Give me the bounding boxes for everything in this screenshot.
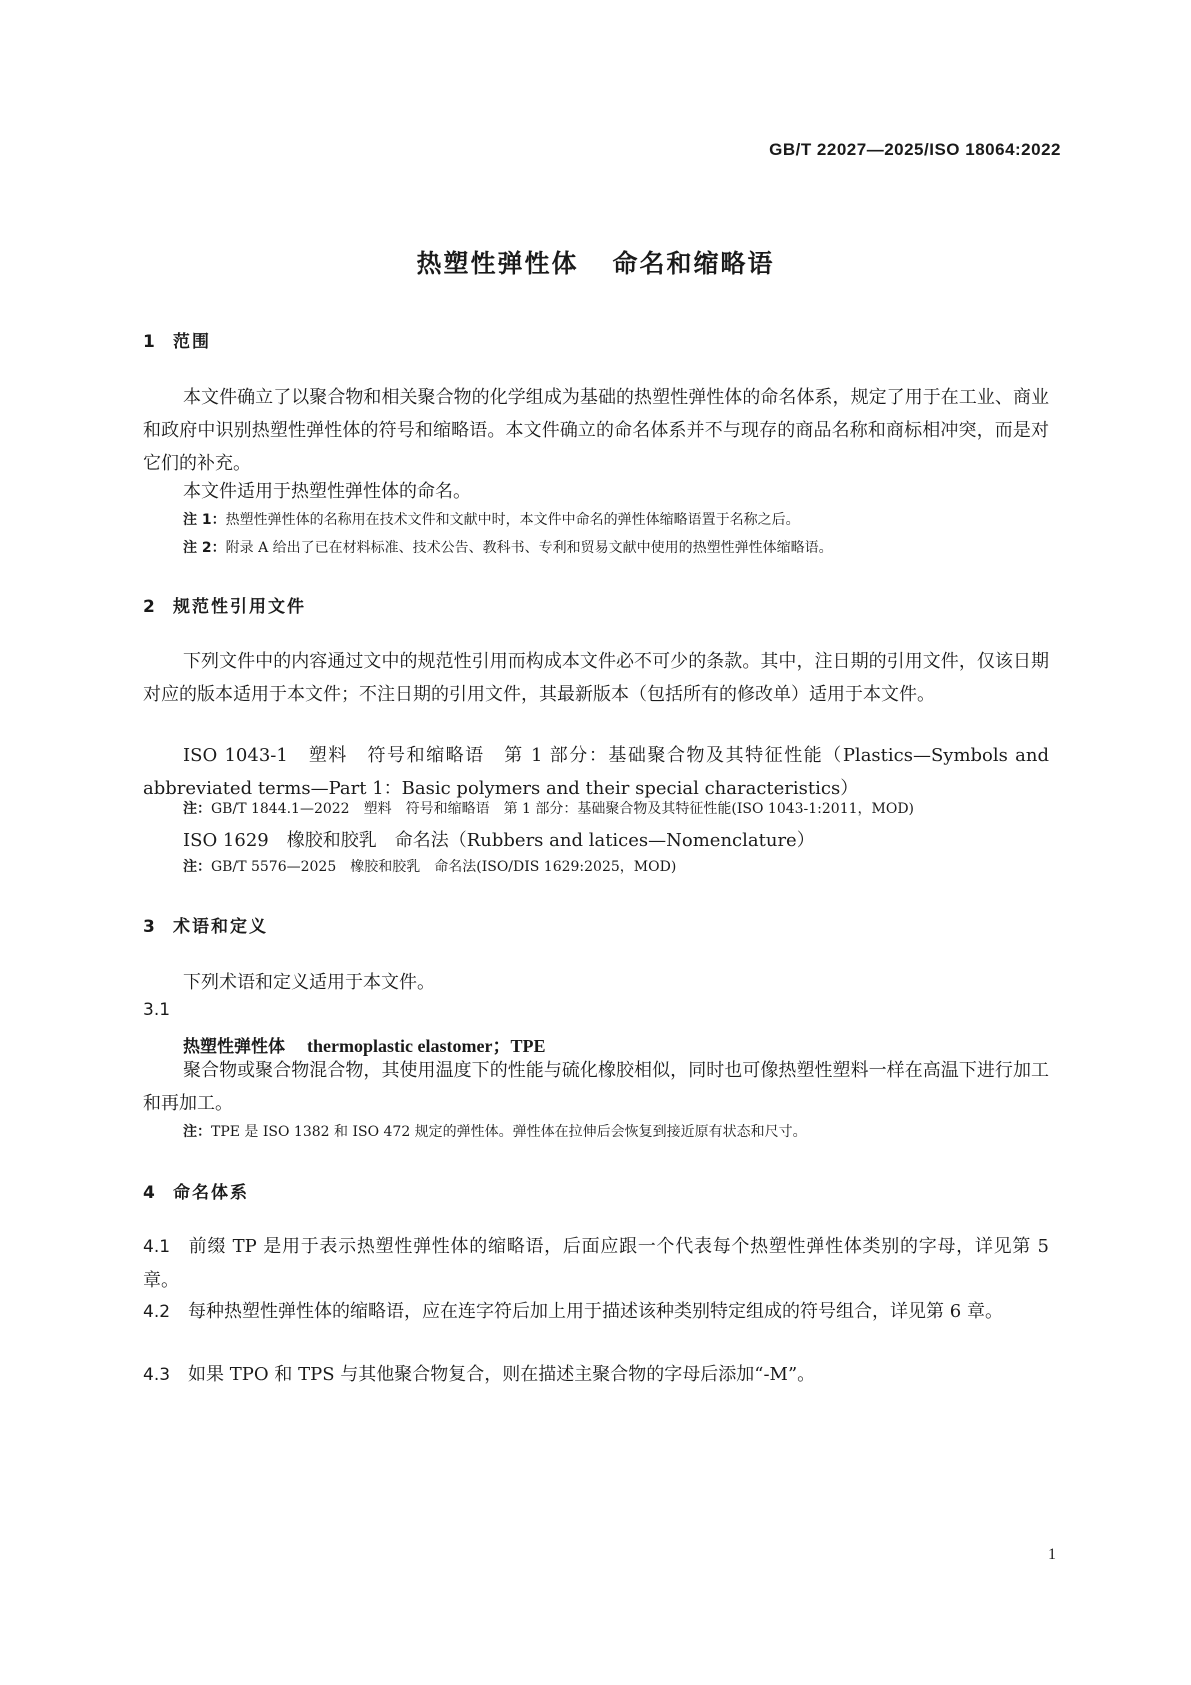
section-title: 命名体系 bbox=[173, 1183, 249, 1203]
reference-iso-1043-1: ISO 1043-1 塑料 符号和缩略语 第 1 部分：基础聚合物及其特征性能（Plastics—Symbols and abbreviated terms—Part 1：Basic polymers and their special characteristics） bbox=[143, 745, 1049, 799]
terms-intro: 下列术语和定义适用于本文件。 bbox=[183, 972, 435, 993]
note-text: GB/T 1844.1—2022 塑料 符号和缩略语 第 1 部分：基础聚合物及其特征性能(ISO 1043-1:2011，MOD) bbox=[211, 801, 915, 817]
note-label: 注 2： bbox=[183, 540, 226, 556]
note-label: 注 1： bbox=[183, 512, 226, 528]
term-definition: 聚合物或聚合物混合物，其使用温度下的性能与硫化橡胶相似，同时也可像热塑性塑料一样在高温下进行加工和再加工。 bbox=[143, 1060, 1049, 1114]
section-title: 规范性引用文件 bbox=[173, 597, 306, 617]
clause-4-3 bbox=[143, 1358, 1049, 1392]
title-part-2: 命名和缩略语 bbox=[612, 249, 775, 278]
section-2-heading bbox=[143, 592, 306, 617]
clause-number: 4.1 bbox=[143, 1237, 171, 1257]
section-1-heading bbox=[143, 327, 211, 352]
section-number: 4 bbox=[143, 1183, 155, 1203]
reference-note-1 bbox=[183, 798, 914, 818]
term-number: 3.1 bbox=[143, 1000, 171, 1020]
note-text: 附录 A 给出了已在材料标准、技术公告、教科书、专利和贸易文献中使用的热塑性弹性体缩略语。 bbox=[225, 540, 833, 556]
title-part-1: 热塑性弹性体 bbox=[416, 249, 579, 278]
references-paragraph: 下列文件中的内容通过文中的规范性引用而构成本文件必不可少的条款。其中，注日期的引用文件，仅该日期对应的版本适用于本文件；不注日期的引用文件，其最新版本（包括所有的修改单）适用于本文件。 bbox=[143, 651, 1049, 705]
reference-note-2 bbox=[183, 856, 676, 876]
scope-paragraph-2: 本文件适用于热塑性弹性体的命名。 bbox=[183, 481, 471, 502]
standard-code: GB/T 22027—2025/ISO 18064:2022 bbox=[769, 140, 1061, 159]
scope-paragraph-1: 本文件确立了以聚合物和相关聚合物的化学组成为基础的热塑性弹性体的命名体系，规定了用于在工业、商业和政府中识别热塑性弹性体的符号和缩略语。本文件确立的命名体系并不与现存的商品名称和商标相冲突，而是对它们的补充。 bbox=[143, 387, 1049, 474]
clause-text: 每种热塑性弹性体的缩略语，应在连字符后加上用于描述该种类别特定组成的符号组合，详见第 6 章。 bbox=[188, 1301, 1003, 1322]
section-number: 2 bbox=[143, 597, 155, 617]
note-label: 注： bbox=[183, 801, 211, 817]
clause-4-1 bbox=[143, 1230, 1049, 1297]
section-4-heading bbox=[143, 1178, 249, 1203]
clause-number: 4.2 bbox=[143, 1302, 171, 1322]
note-label: 注： bbox=[183, 1124, 211, 1140]
clause-text: 前缀 TP 是用于表示热塑性弹性体的缩略语，后面应跟一个代表每个热塑性弹性体类别的字母，详见第 5 章。 bbox=[143, 1236, 1049, 1291]
scope-note-1 bbox=[183, 509, 800, 529]
clause-4-2 bbox=[143, 1295, 1049, 1329]
term-chinese: 热塑性弹性体 bbox=[183, 1037, 285, 1057]
scope-note-2 bbox=[183, 537, 833, 557]
section-number: 1 bbox=[143, 332, 155, 352]
clause-text: 如果 TPO 和 TPS 与其他聚合物复合，则在描述主聚合物的字母后添加“-M”。 bbox=[188, 1364, 816, 1385]
section-3-heading bbox=[143, 912, 268, 937]
reference-iso-1629: ISO 1629 橡胶和胶乳 命名法（Rubbers and latices—Nomenclature） bbox=[183, 830, 815, 851]
section-number: 3 bbox=[143, 917, 155, 937]
note-text: TPE 是 ISO 1382 和 ISO 472 规定的弹性体。弹性体在拉伸后会恢复到接近原有状态和尺寸。 bbox=[211, 1124, 807, 1140]
note-label: 注： bbox=[183, 859, 211, 875]
term-note bbox=[183, 1121, 807, 1141]
document-title bbox=[0, 244, 1191, 280]
note-text: GB/T 5576—2025 橡胶和胶乳 命名法(ISO/DIS 1629:2025，MOD) bbox=[211, 859, 677, 875]
section-title: 范围 bbox=[173, 332, 211, 352]
page-number: 1 bbox=[1048, 1546, 1056, 1563]
term-english: thermoplastic elastomer；TPE bbox=[307, 1036, 546, 1056]
note-text: 热塑性弹性体的名称用在技术文件和文献中时，本文件中命名的弹性体缩略语置于名称之后。 bbox=[225, 512, 800, 528]
section-title: 术语和定义 bbox=[173, 917, 268, 937]
clause-number: 4.3 bbox=[143, 1365, 171, 1385]
